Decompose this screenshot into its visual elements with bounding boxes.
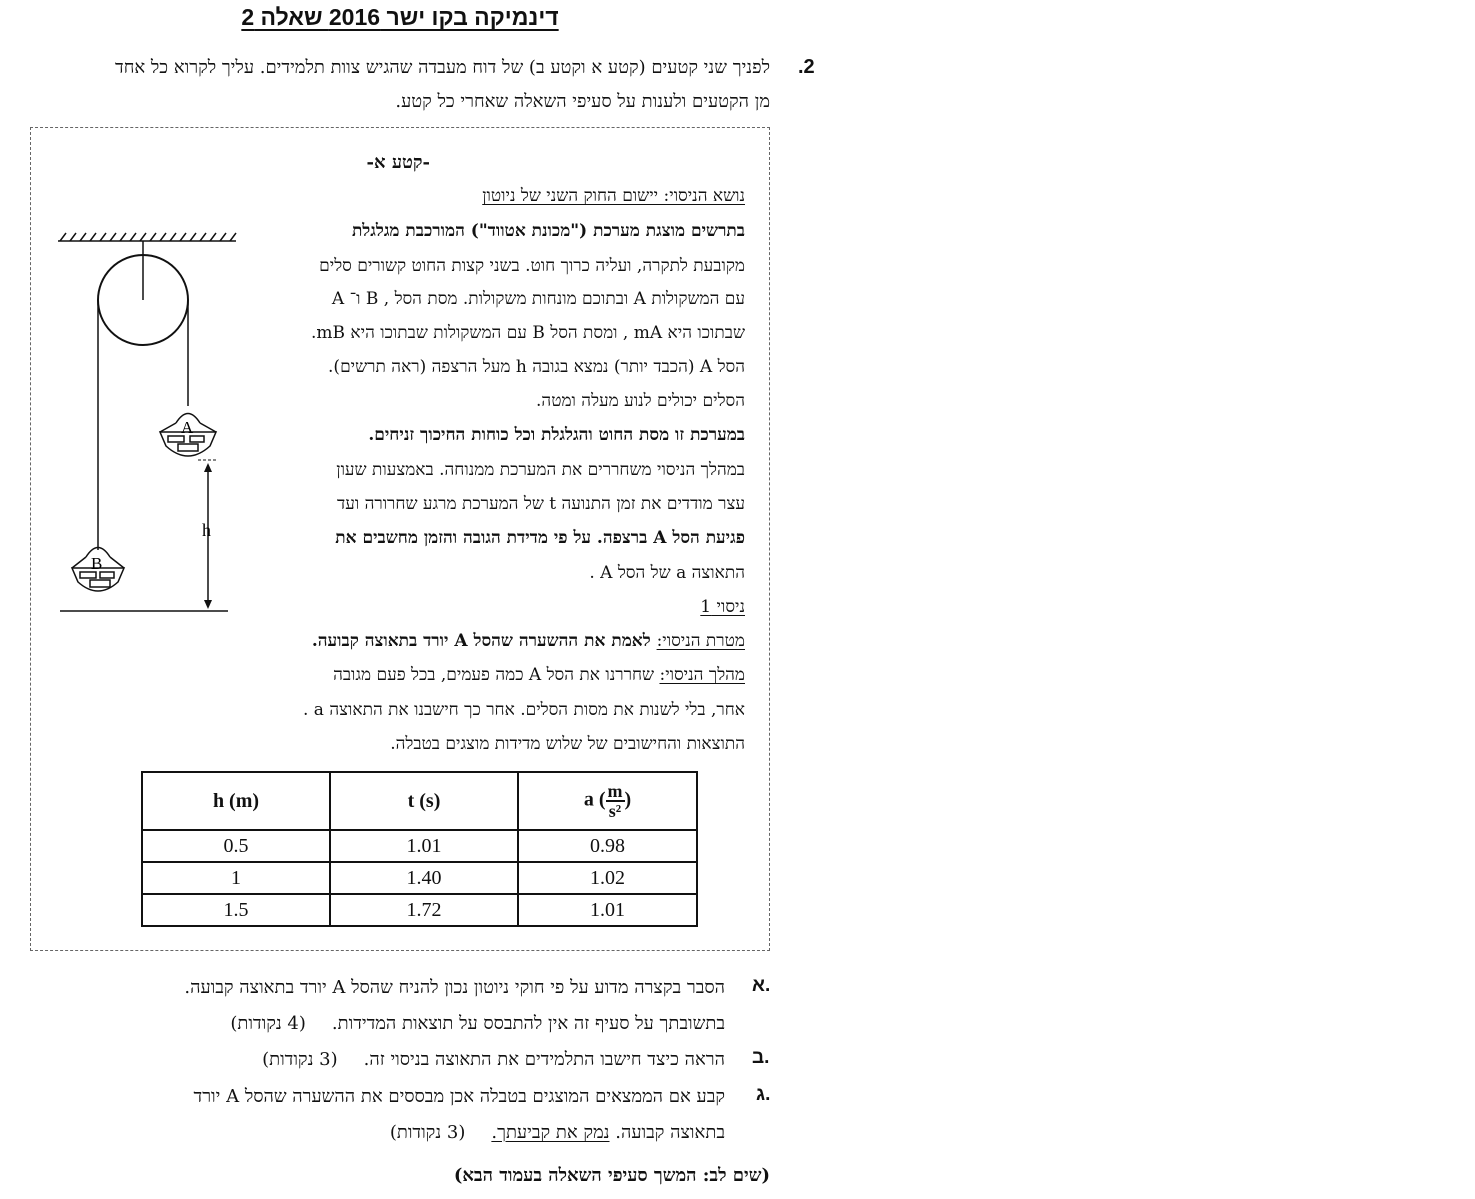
header-a-unit	[606, 782, 625, 820]
procedure-line-2: אחר, בלי לשנות את מסות הסלים. אחר כך חישבנו את התאוצה a .	[302, 700, 745, 720]
results-table	[141, 771, 698, 927]
cell-h: 1.5	[142, 894, 330, 926]
body-line-11: התאוצה a של הסל A .	[589, 563, 745, 583]
subq-a-text-2: בתשובתך על סעיף זה אין להתבסס על תוצאות המדידות.	[331, 1013, 725, 1034]
body-line-2: מקובעת לתקרה, ועליה כרוך חוט. בשני קצות החוט קשורים סלים	[319, 256, 745, 276]
subq-a-letter: א.	[752, 975, 771, 996]
subq-c-text-2: בתאוצה קבועה.	[615, 1122, 725, 1143]
cell-a: 1.02	[518, 862, 697, 894]
atwood-diagram	[50, 220, 250, 620]
subq-c-reason: נמק את קביעתך.	[491, 1122, 610, 1143]
subq-c-points: (3 נקודות)	[389, 1122, 466, 1143]
table-header-row	[142, 772, 697, 830]
header-a-prefix: a (	[583, 788, 606, 811]
cell-a: 1.01	[518, 894, 697, 926]
body-line-8: במהלך הניסוי משחררים את המערכת ממנוחה. באמצעות שעון	[336, 460, 745, 480]
subq-c-letter: ג.	[756, 1084, 771, 1105]
cell-h: 0.5	[142, 830, 330, 862]
body-line-6: הסלים יכולים לנוע מעלה ומטה.	[536, 391, 745, 411]
height-arrow-head-top	[204, 463, 212, 472]
subq-b-text: הראה כיצד חישבו התלמידים את התאוצה בניסוי זה.	[363, 1049, 725, 1070]
table-row	[142, 862, 697, 894]
body-line-4: שבתוכו היא mA , ומסת הסל B עם המשקולות שבתוכו היא mB.	[311, 323, 745, 343]
subq-a-points: (4 נקודות)	[230, 1013, 306, 1034]
body-line-5: הסל A (הכבד יותר) נמצא בגובה h מעל הרצפה (ראה תרשים).	[328, 357, 745, 377]
body-line-10: פגיעת הסל A ברצפה. על פי מדידת הגובה והזמן מחשבים את	[335, 528, 745, 548]
cell-a: 0.98	[518, 830, 697, 862]
footer-note: (שים לב: המשך סעיפי השאלה בעמוד הבא)	[453, 1165, 770, 1186]
subq-b-points: (3 נקודות)	[262, 1049, 338, 1070]
cell-t: 1.40	[330, 862, 518, 894]
goal-label: מטרת הניסוי:	[656, 631, 745, 651]
body-line-7: במערכת זו מסת החוט והגלגלת וכל כוחות החיכוך זניחים.	[368, 425, 745, 445]
body-line-9: עצר מודדים את זמן התנועה t של המערכת מרגע שחרורה ועד	[337, 494, 745, 514]
excerpt-heading: -קטע א-	[366, 152, 430, 173]
height-label: h	[202, 520, 211, 540]
goal-line	[312, 631, 745, 651]
table-row	[142, 894, 697, 926]
cell-t: 1.01	[330, 830, 518, 862]
header-a-suffix: )	[624, 788, 632, 811]
body-line-1: בתרשים מוצגת מערכת ("מכונת אטווד") המורכבת מגלגלת	[351, 221, 745, 241]
subq-c-line-2	[390, 1122, 725, 1143]
procedure-label: מהלך הניסוי:	[659, 665, 745, 685]
procedure-line-3: התוצאות והחישובים של שלוש מדידות מוצגים בטבלה.	[390, 734, 745, 754]
intro-line-1: לפניך שני קטעים (קטע א וקטע ב) של דוח מעבדה שהגיש צוות תלמידים. עליך לקרוא כל אחד	[115, 57, 770, 78]
header-t: t (s)	[330, 772, 518, 830]
page-title: דינמיקה בקו ישר 2016 שאלה 2	[241, 4, 559, 30]
question-number: .2	[798, 56, 815, 78]
goal-text: לאמת את ההשערה שהסל A יורד בתאוצה קבועה.	[311, 631, 657, 651]
header-a-unit-num: m	[607, 781, 623, 801]
subq-a-line-2	[230, 1013, 725, 1034]
header-h: h (m)	[142, 772, 330, 830]
subq-c-line-1: קבע אם הממצאים המוצגים בטבלה אכן מבססים את ההשערה שהסל A יורד	[193, 1086, 725, 1107]
subq-a-line-1: הסבר בקצרה מדוע על פי חוקי ניוטון נכון להניח שהסל A יורד בתאוצה קבועה.	[184, 977, 725, 998]
height-arrow-head-bottom	[204, 600, 212, 609]
procedure-text: שחררנו את הסל A כמה פעמים, בכל פעם מגובה	[333, 665, 660, 685]
intro-line-2: מן הקטעים ולענות על סעיפי השאלה שאחרי כל קטע.	[395, 91, 770, 112]
cell-t: 1.72	[330, 894, 518, 926]
procedure-line	[333, 665, 745, 685]
experiment-topic: נושא הניסוי: יישום החוק השני של ניוטון	[482, 186, 745, 206]
experiment-1-label: ניסוי 1	[700, 597, 745, 617]
cell-h: 1	[142, 862, 330, 894]
body-line-3: A ו־ B , ובתוכם מונחות משקולות. מסת הסל A עם המשקולות	[331, 289, 745, 309]
header-a-unit-den: s²	[608, 801, 622, 821]
ceiling-hatch	[58, 233, 236, 241]
basket-a-label: A	[181, 418, 194, 437]
subq-b-line-1	[262, 1049, 725, 1070]
subq-b-letter: ב.	[752, 1047, 770, 1068]
table-row	[142, 830, 697, 862]
basket-b-label: B	[91, 554, 103, 573]
header-a	[518, 772, 697, 830]
